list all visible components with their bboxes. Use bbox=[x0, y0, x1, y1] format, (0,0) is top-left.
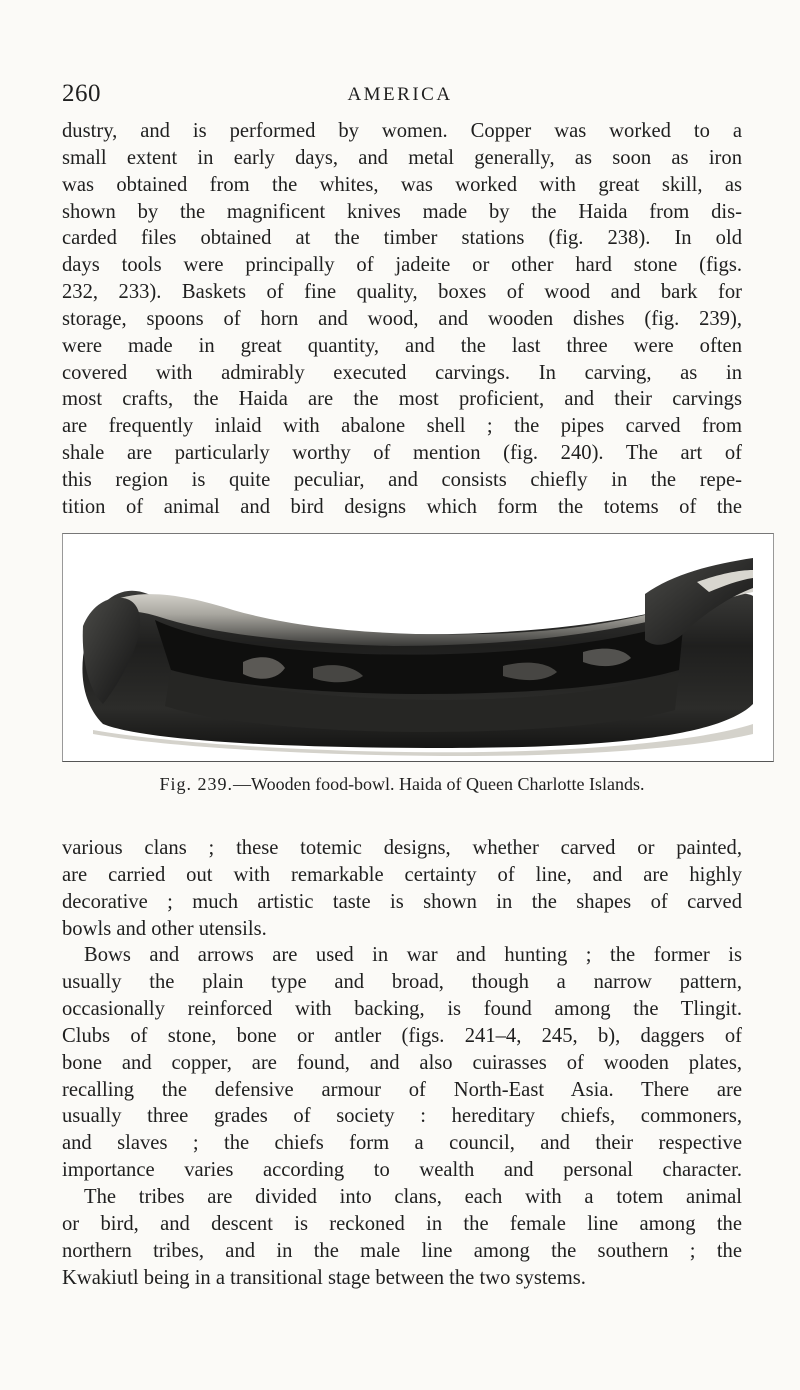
text-line: was obtained from the whites, was worked with great skill, as bbox=[62, 173, 742, 196]
text-line: northern tribes, and in the male line among the southern ; the bbox=[62, 1239, 742, 1262]
text-line: usually three grades of society : hereditary chiefs, commoners, bbox=[62, 1105, 742, 1128]
text-line: shale are particularly worthy of mention (fig. 240). The art of bbox=[62, 442, 742, 465]
page-number: 260 bbox=[62, 80, 101, 107]
figure-caption bbox=[62, 774, 742, 795]
text-line: various clans ; these totemic designs, whether carved or painted, bbox=[62, 837, 742, 859]
text-line: were made in great quantity, and the last three were often bbox=[62, 334, 742, 357]
paragraph-2 bbox=[62, 835, 742, 1291]
text-line: most crafts, the Haida are the most proficient, and their carvings bbox=[62, 388, 742, 411]
text-line: or bird, and descent is reckoned in the female line among the bbox=[62, 1212, 742, 1235]
paragraph-1 bbox=[62, 118, 742, 521]
text-line: dustry, and is performed by women. Copper was worked to a bbox=[62, 120, 742, 142]
text-line: storage, spoons of horn and wood, and wooden dishes (fig. 239), bbox=[62, 307, 742, 330]
figure-label: Fig. 239. bbox=[159, 774, 234, 794]
text-line: Clubs of stone, bone or antler (figs. 241–4, 245, b), daggers of bbox=[62, 1024, 742, 1047]
text-line: this region is quite peculiar, and consists chiefly in the repe- bbox=[62, 468, 742, 491]
text-line: bone and copper, are found, and also cuirasses of wooden plates, bbox=[62, 1051, 742, 1074]
figure-239-photo bbox=[62, 533, 774, 762]
text-line: are carried out with remarkable certainty of line, and are highly bbox=[62, 863, 742, 886]
text-line: usually the plain type and broad, though a narrow pattern, bbox=[62, 971, 742, 994]
text-line: are frequently inlaid with abalone shell ; the pipes carved from bbox=[62, 415, 742, 438]
text-line: decorative ; much artistic taste is shown in the shapes of carved bbox=[62, 890, 742, 913]
text-line: covered with admirably executed carvings. In carving, as in bbox=[62, 361, 742, 384]
running-head: AMERICA bbox=[347, 84, 453, 105]
text-line: Bows and arrows are used in war and hunting ; the former is bbox=[84, 944, 742, 967]
text-line: bowls and other utensils. bbox=[62, 917, 267, 940]
text-line: tition of animal and bird designs which form the totems of the bbox=[62, 495, 742, 518]
text-line: small extent in early days, and metal generally, as soon as iron bbox=[62, 146, 742, 169]
text-line: days tools were principally of jadeite or other hard stone (figs. bbox=[62, 254, 742, 277]
text-line: importance varies according to wealth and personal character. bbox=[62, 1159, 742, 1182]
text-line: Kwakiutl being in a transitional stage between the two systems. bbox=[62, 1266, 586, 1289]
text-line: shown by the magnificent knives made by the Haida from dis- bbox=[62, 200, 742, 223]
text-line: carded files obtained at the timber stations (fig. 238). In old bbox=[62, 227, 742, 250]
text-line: and slaves ; the chiefs form a council, and their respective bbox=[62, 1132, 742, 1155]
text-line: recalling the defensive armour of North-East Asia. There are bbox=[62, 1078, 742, 1101]
figure-caption-text: —Wooden food-bowl. Haida of Queen Charlotte Islands. bbox=[233, 774, 645, 794]
wooden-food-bowl-illustration bbox=[63, 534, 773, 761]
text-line: The tribes are divided into clans, each with a totem animal bbox=[84, 1185, 742, 1208]
text-line: occasionally reinforced with backing, is found among the Tlingit. bbox=[62, 998, 742, 1021]
page-header bbox=[62, 80, 738, 110]
text-line: 232, 233). Baskets of fine quality, boxes of wood and bark for bbox=[62, 281, 742, 304]
